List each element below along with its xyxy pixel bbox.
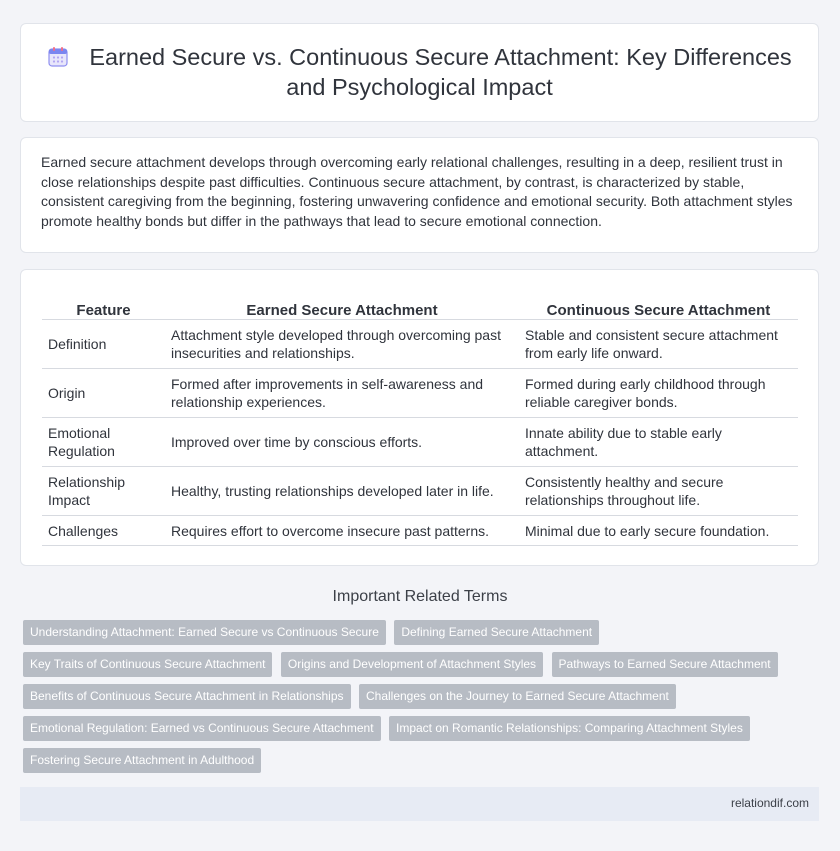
continuous-cell: Stable and consistent secure attachment from early life onward. <box>519 320 798 369</box>
related-term-tag[interactable]: Pathways to Earned Secure Attachment <box>552 652 778 677</box>
comparison-card <box>20 269 819 566</box>
continuous-cell: Consistently healthy and secure relationships throughout life. <box>519 467 798 516</box>
intro-card <box>20 137 819 253</box>
table-header-row <box>42 297 798 320</box>
continuous-cell: Innate ability due to stable early attachment. <box>519 418 798 467</box>
feature-cell: Challenges <box>42 516 165 546</box>
related-term-tag[interactable]: Defining Earned Secure Attachment <box>394 620 599 645</box>
title-wrap <box>21 42 818 102</box>
earned-cell: Requires effort to overcome insecure past patterns. <box>165 516 519 546</box>
comparison-table <box>42 297 798 546</box>
column-header-feature: Feature <box>42 297 165 320</box>
table-row <box>42 467 798 516</box>
related-terms-list <box>23 620 813 780</box>
related-term-tag[interactable]: Emotional Regulation: Earned vs Continuous Secure Attachment <box>23 716 381 741</box>
earned-cell: Healthy, trusting relationships developed later in life. <box>165 467 519 516</box>
related-term-tag[interactable]: Impact on Romantic Relationships: Comparing Attachment Styles <box>389 716 750 741</box>
feature-cell: Definition <box>42 320 165 369</box>
feature-cell: Emotional Regulation <box>42 418 165 467</box>
footer-bar <box>20 787 819 821</box>
footer-site-link[interactable]: relationdif.com <box>730 796 809 810</box>
column-header-continuous: Continuous Secure Attachment <box>519 297 798 320</box>
earned-cell: Attachment style developed through overcoming past insecurities and relationships. <box>165 320 519 369</box>
related-term-tag[interactable]: Understanding Attachment: Earned Secure vs Continuous Secure <box>23 620 386 645</box>
table-row <box>42 516 798 546</box>
related-term-tag[interactable]: Benefits of Continuous Secure Attachment in Relationships <box>23 684 351 709</box>
related-term-tag[interactable]: Key Traits of Continuous Secure Attachment <box>23 652 272 677</box>
related-term-tag[interactable]: Origins and Development of Attachment Styles <box>281 652 543 677</box>
earned-cell: Formed after improvements in self-awareness and relationship experiences. <box>165 369 519 418</box>
table-row <box>42 369 798 418</box>
continuous-cell: Minimal due to early secure foundation. <box>519 516 798 546</box>
header-card <box>20 23 819 122</box>
table-row <box>42 320 798 369</box>
feature-cell: Relationship Impact <box>42 467 165 516</box>
earned-cell: Improved over time by conscious efforts. <box>165 418 519 467</box>
related-term-tag[interactable]: Challenges on the Journey to Earned Secure Attachment <box>359 684 676 709</box>
continuous-cell: Formed during early childhood through reliable caregiver bonds. <box>519 369 798 418</box>
related-term-tag[interactable]: Fostering Secure Attachment in Adulthood <box>23 748 261 773</box>
table-row <box>42 418 798 467</box>
feature-cell: Origin <box>42 369 165 418</box>
page-title: Earned Secure vs. Continuous Secure Attachment: Key Differences and Psychological Impact <box>89 44 792 100</box>
column-header-earned: Earned Secure Attachment <box>165 297 519 320</box>
calendar-icon <box>47 46 69 68</box>
intro-paragraph: Earned secure attachment develops through overcoming early relational challenges, resulting in a deep, resilient trust in close relationships despite past difficulties. Continuous secure attachment, by contrast, is characterized by stable, consistent caregiving from the beginning, fostering unwavering confidence and emotional security. Both attachment styles promote healthy bonds but differ in the pathways that lead to secure emotional connection. <box>41 154 793 229</box>
related-terms-title: Important Related Terms <box>332 588 508 605</box>
